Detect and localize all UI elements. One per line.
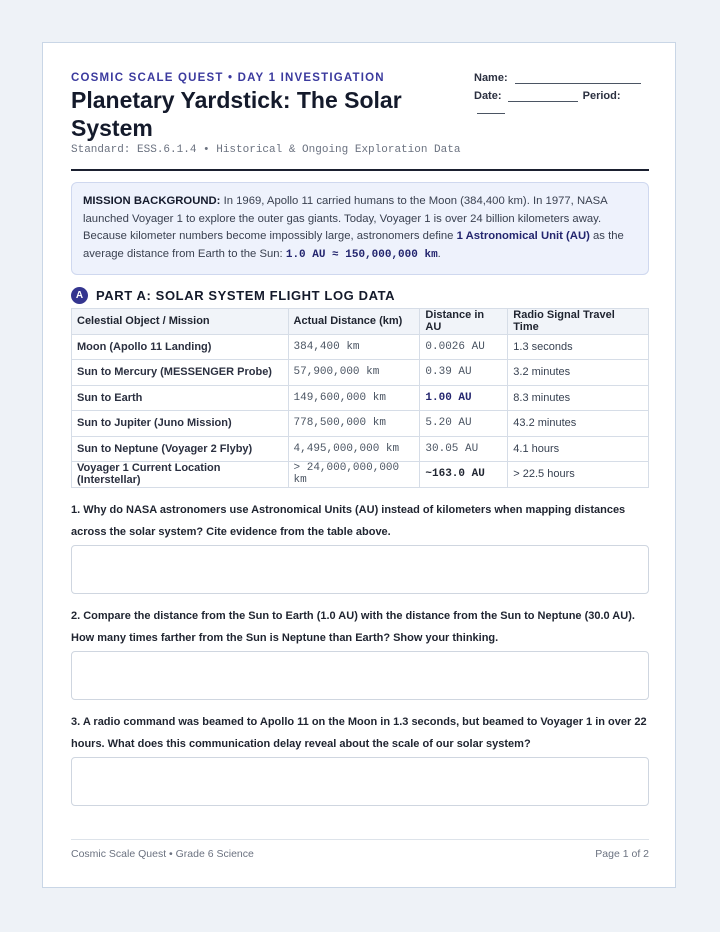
name-label: Name: (474, 72, 508, 84)
distance-km-cell: 778,500,000 km (288, 411, 420, 437)
object-cell: Sun to Earth (72, 385, 289, 411)
date-label: Date: (474, 90, 502, 102)
mission-background-panel (71, 182, 649, 275)
question-3: 3. A radio command was beamed to Apollo 11 on the Moon in 1.3 seconds, but beamed to Voyager 1 in over 22 hours. What does this communication delay reveal about the scale of our solar system? (71, 716, 647, 750)
signal-time-cell: 1.3 seconds (508, 334, 649, 360)
header-divider (71, 169, 649, 171)
distance-au-cell: ~163.0 AU (420, 462, 508, 488)
name-field[interactable] (474, 72, 649, 84)
table-row (72, 411, 649, 437)
answer-box-1[interactable] (71, 545, 649, 594)
footer-course: Cosmic Scale Quest • Grade 6 Science (71, 848, 254, 860)
column-header: Radio Signal Travel Time (508, 309, 649, 335)
distance-au-cell: 1.00 AU (420, 385, 508, 411)
signal-time-cell: 4.1 hours (508, 436, 649, 462)
column-header: Actual Distance (km) (288, 309, 420, 335)
question-2: 2. Compare the distance from the Sun to Earth (1.0 AU) with the distance from the Sun to Neptune (30.0 AU). How many times farther from the Sun is Neptune than Earth? Show your thinking. (71, 610, 635, 644)
column-header: Distance in AU (420, 309, 508, 335)
table-row (72, 436, 649, 462)
column-header: Celestial Object / Mission (72, 309, 289, 335)
signal-time-cell: 43.2 minutes (508, 411, 649, 437)
worksheet-page (42, 42, 676, 888)
object-cell: Sun to Neptune (Voyager 2 Flyby) (72, 436, 289, 462)
eyebrow-label: COSMIC SCALE QUEST • DAY 1 INVESTIGATION (71, 72, 385, 84)
table-row (72, 385, 649, 411)
distance-au-cell: 0.0026 AU (420, 334, 508, 360)
distance-km-cell: 57,900,000 km (288, 360, 420, 386)
period-label: Period: (582, 90, 621, 102)
page-title: Planetary Yardstick: The Solar System (71, 87, 402, 141)
table-row (72, 462, 649, 488)
name-blank[interactable] (515, 72, 641, 84)
object-cell: Moon (Apollo 11 Landing) (72, 334, 289, 360)
table-row (72, 360, 649, 386)
answer-box-3[interactable] (71, 757, 649, 806)
signal-time-cell: > 22.5 hours (508, 462, 649, 488)
date-period-field (474, 90, 649, 114)
distance-km-cell: > 24,000,000,000 km (288, 462, 420, 488)
part-a-heading (71, 286, 395, 304)
period-blank[interactable] (477, 102, 505, 114)
question-1: 1. Why do NASA astronomers use Astronomical Units (AU) instead of kilometers when mapping distances across the solar system? Cite evidence from the table above. (71, 504, 626, 538)
distance-km-cell: 149,600,000 km (288, 385, 420, 411)
signal-time-cell: 8.3 minutes (508, 385, 649, 411)
mission-highlight: 1 Astronomical Unit (AU) (456, 230, 590, 243)
standard-label: Standard: ESS.6.1.4 • Historical & Ongoing Exploration Data (71, 144, 461, 156)
part-a-badge: A (71, 287, 88, 304)
signal-time-cell: 3.2 minutes (508, 360, 649, 386)
distance-km-cell: 384,400 km (288, 334, 420, 360)
mission-formula: 1.0 AU ≈ 150,000,000 km (285, 248, 438, 261)
distance-km-cell: 4,495,000,000 km (288, 436, 420, 462)
footer-page-number: Page 1 of 2 (595, 848, 649, 860)
flight-log-table (71, 308, 649, 488)
date-blank[interactable] (508, 90, 578, 102)
distance-au-cell: 5.20 AU (420, 411, 508, 437)
mission-text-3: . (437, 247, 441, 260)
distance-au-cell: 30.05 AU (420, 436, 508, 462)
object-cell: Voyager 1 Current Location (Interstellar) (72, 462, 289, 488)
mission-text-1: In 1969, Apollo 11 carried humans to the Moon (384,400 km). In 1977, NASA launched Voyager 1 to explore the outer gas giants. Today, Voyager 1 is over 24 billion kilometers away. Because kilometer numbers become impossibly large, astronomers define (83, 195, 608, 243)
distance-au-cell: 0.39 AU (420, 360, 508, 386)
table-header-row (72, 309, 649, 335)
table-row (72, 334, 649, 360)
object-cell: Sun to Jupiter (Juno Mission) (72, 411, 289, 437)
object-cell: Sun to Mercury (MESSENGER Probe) (72, 360, 289, 386)
part-a-title: PART A: SOLAR SYSTEM FLIGHT LOG DATA (96, 287, 396, 303)
answer-box-2[interactable] (71, 651, 649, 700)
footer-divider (71, 839, 649, 840)
mission-label: MISSION BACKGROUND: (83, 195, 221, 207)
mission-text-2: as the average distance from Earth to the Sun: (83, 230, 624, 260)
